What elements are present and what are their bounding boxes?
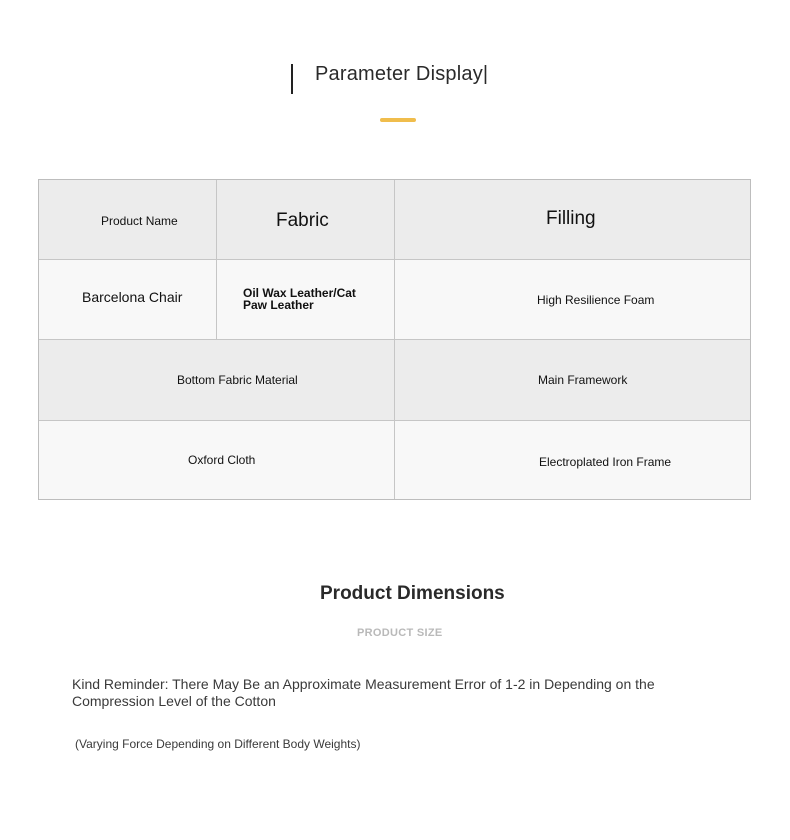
fabric-label: Fabric [276, 210, 329, 231]
column-divider [394, 340, 395, 420]
title-accent-bar [291, 64, 293, 94]
table-row [39, 340, 750, 421]
main-framework-label: Main Framework [538, 373, 628, 387]
filling-value: High Resilience Foam [537, 293, 655, 307]
main-framework-value: Electroplated Iron Frame [539, 455, 672, 469]
title-underline [380, 118, 416, 122]
bottom-fabric-label: Bottom Fabric Material [177, 373, 298, 387]
body-weight-note: (Varying Force Depending on Different Body Weights) [75, 737, 361, 751]
table-row [39, 260, 750, 340]
filling-label: Filling [546, 208, 596, 229]
column-divider [394, 421, 395, 499]
table-row [39, 180, 750, 260]
product-size-subtitle: PRODUCT SIZE [357, 627, 443, 639]
bottom-fabric-value: Oxford Cloth [188, 453, 256, 467]
table-row [39, 421, 750, 499]
parameter-display-title: Parameter Display| [315, 63, 489, 85]
product-name-label: Product Name [101, 214, 178, 228]
measurement-reminder: Kind Reminder: There May Be an Approximate Measurement Error of 1-2 in Depending on the Compression Level of the Cotton [72, 676, 655, 709]
column-divider [394, 180, 395, 259]
parameter-table [38, 179, 751, 500]
product-dimensions-title: Product Dimensions [320, 583, 505, 604]
column-divider [216, 180, 217, 259]
fabric-value: Oil Wax Leather/Cat Paw Leather [243, 286, 356, 312]
column-divider [394, 260, 395, 339]
product-name-value: Barcelona Chair [82, 289, 183, 305]
column-divider [216, 260, 217, 339]
